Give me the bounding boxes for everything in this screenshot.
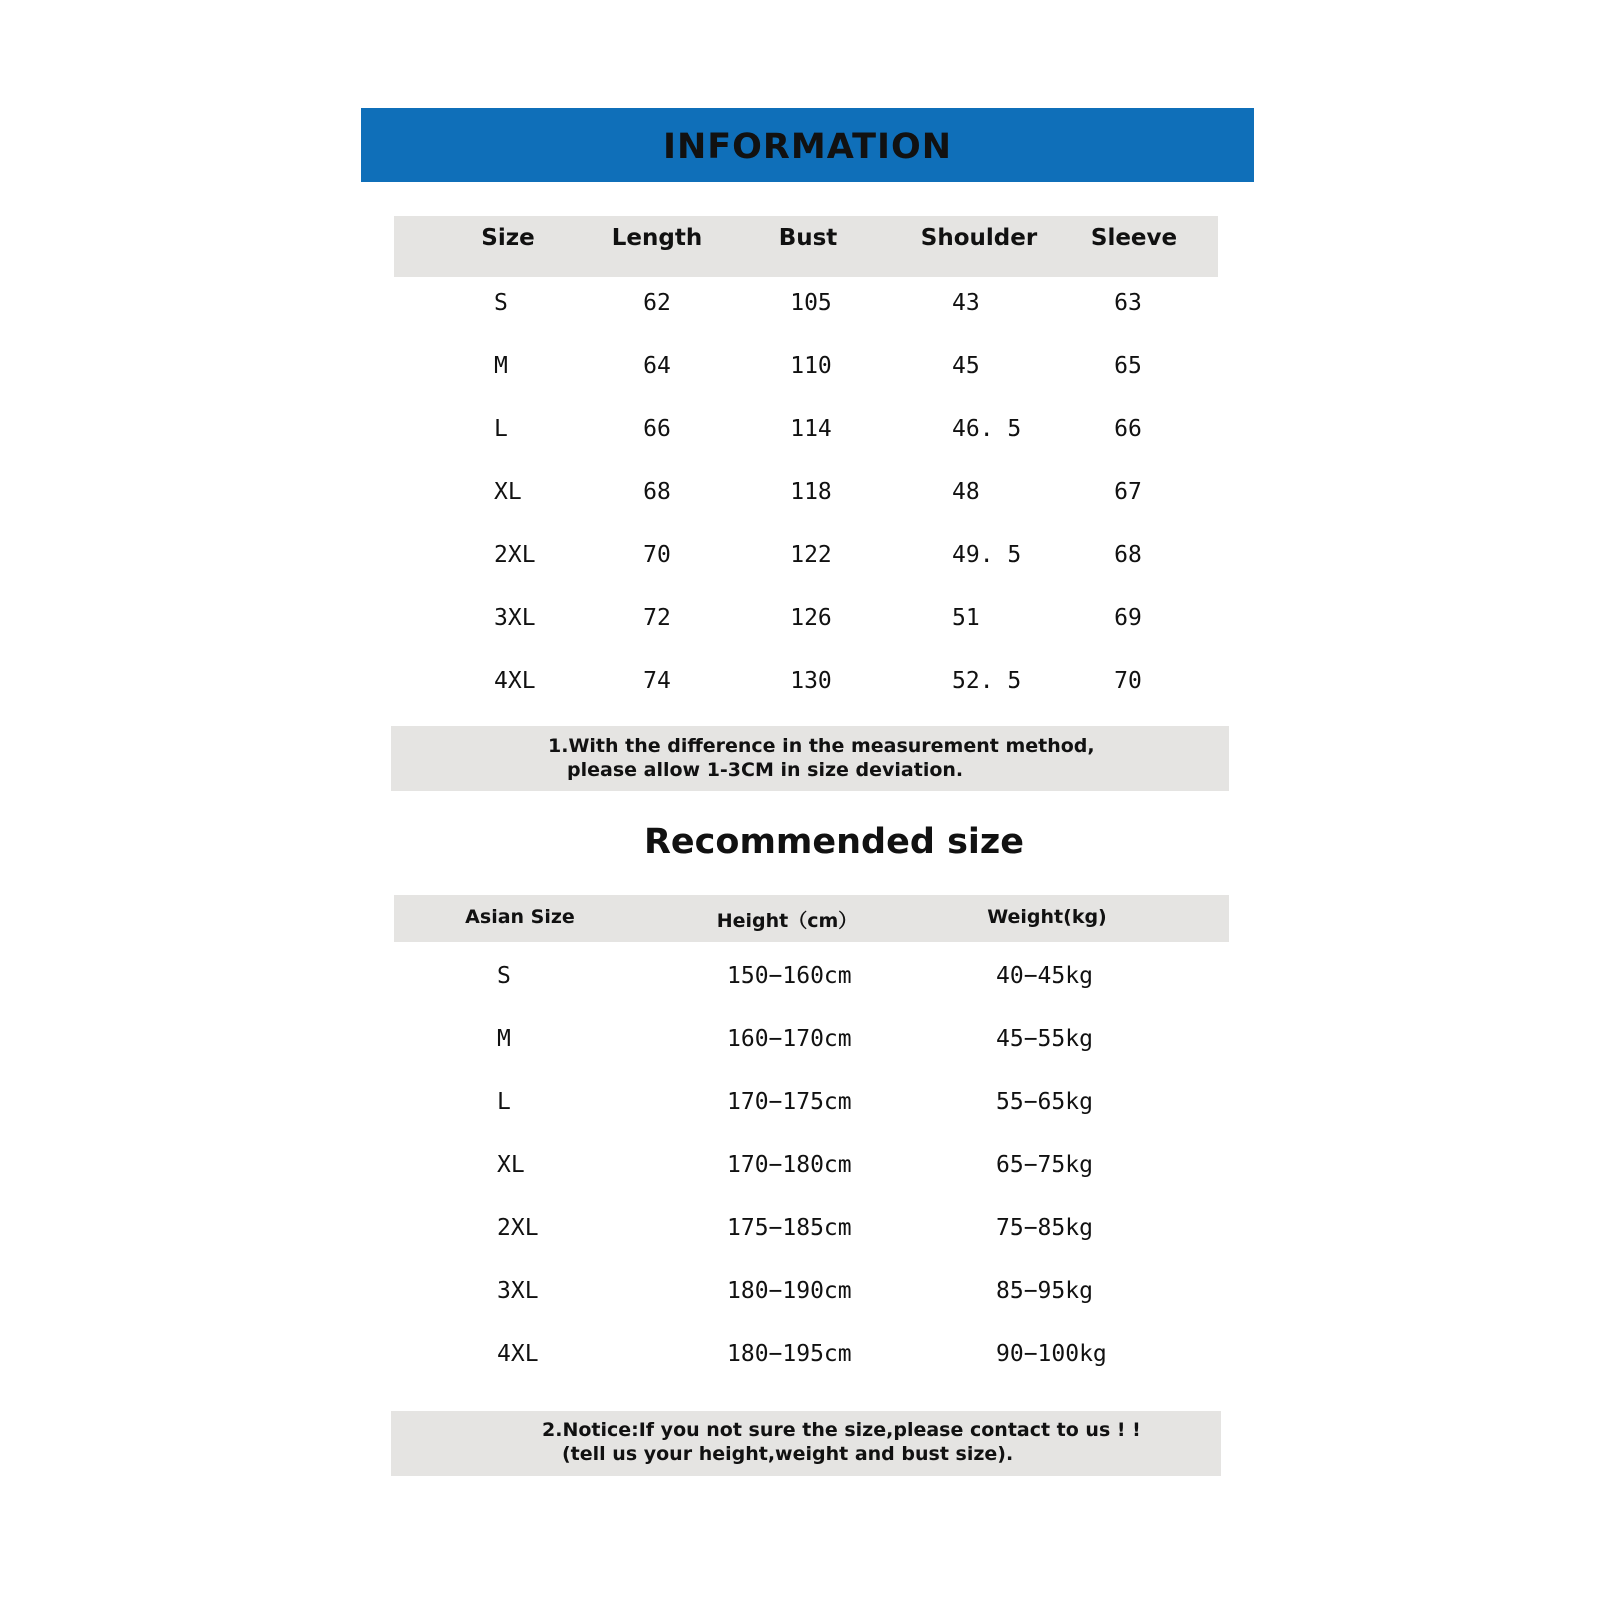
size-table-cell: M: [494, 353, 508, 379]
size-table-cell: 63: [1114, 290, 1142, 316]
size-table-cell: 68: [1114, 542, 1142, 568]
size-table-cell: 62: [643, 290, 671, 316]
recommended-cell: 2XL: [497, 1215, 539, 1241]
size-table-cell: 114: [790, 416, 832, 442]
size-table-cell: L: [494, 416, 508, 442]
recommended-cell: 90−100kg: [996, 1341, 1107, 1367]
size-table-cell: 130: [790, 668, 832, 694]
size-table-cell: 46. 5: [952, 416, 1022, 442]
size-table-cell: 122: [790, 542, 832, 568]
size-table-cell: 66: [1114, 416, 1142, 442]
size-table-cell: 66: [643, 416, 671, 442]
size-table-cell: 4XL: [494, 668, 536, 694]
recommended-cell: 85−95kg: [996, 1278, 1093, 1304]
size-table-cell: 68: [643, 479, 671, 505]
recommended-cell: 160−170cm: [727, 1026, 852, 1052]
recommended-cell: 170−180cm: [727, 1152, 852, 1178]
recommended-cell: 75−85kg: [996, 1215, 1093, 1241]
recommended-cell: M: [497, 1026, 511, 1052]
size-table-header-cell: Size: [481, 225, 535, 251]
recommended-cell: S: [497, 963, 511, 989]
size-table-cell: 43: [952, 290, 980, 316]
size-table-cell: 3XL: [494, 605, 536, 631]
recommended-cell: 65−75kg: [996, 1152, 1093, 1178]
size-table-cell: 118: [790, 479, 832, 505]
size-table-cell: 69: [1114, 605, 1142, 631]
size-table-cell: 126: [790, 605, 832, 631]
size-table-cell: 51: [952, 605, 980, 631]
recommended-cell: 55−65kg: [996, 1089, 1093, 1115]
size-table-cell: 72: [643, 605, 671, 631]
recommended-title: Recommended size: [643, 822, 1025, 862]
size-table-cell: 70: [643, 542, 671, 568]
size-table-cell: 49. 5: [952, 542, 1022, 568]
recommended-cell: 45−55kg: [996, 1026, 1093, 1052]
size-table-cell: 110: [790, 353, 832, 379]
recommended-cell: 170−175cm: [727, 1089, 852, 1115]
size-table-cell: 48: [952, 479, 980, 505]
recommended-cell: 4XL: [497, 1341, 539, 1367]
note1-line2: please allow 1-3CM in size deviation.: [567, 759, 964, 781]
page-title: INFORMATION: [662, 127, 953, 167]
size-table-cell: 105: [790, 290, 832, 316]
size-table-cell: S: [494, 290, 508, 316]
recommended-cell: 180−190cm: [727, 1278, 852, 1304]
size-table-header-cell: Length: [611, 225, 703, 251]
size-table-cell: 65: [1114, 353, 1142, 379]
recommended-header-cell: Height（cm）: [716, 910, 858, 932]
recommended-cell: 175−185cm: [727, 1215, 852, 1241]
note2-line1: 2.Notice:If you not sure the size,please contact to us ! !: [542, 1419, 1141, 1441]
size-table-cell: 2XL: [494, 542, 536, 568]
recommended-cell: 180−195cm: [727, 1341, 852, 1367]
size-table-cell: 70: [1114, 668, 1142, 694]
size-table-cell: 45: [952, 353, 980, 379]
note2-line2: (tell us your height,weight and bust size).: [562, 1443, 1014, 1465]
size-table-cell: 67: [1114, 479, 1142, 505]
size-table-header-cell: Sleeve: [1090, 225, 1178, 251]
size-table-header-cell: Bust: [778, 225, 838, 251]
recommended-header-cell: Weight(kg): [987, 906, 1107, 928]
header-banner: [361, 108, 1254, 182]
recommended-cell: 150−160cm: [727, 963, 852, 989]
recommended-cell: 40−45kg: [996, 963, 1093, 989]
recommended-cell: L: [497, 1089, 511, 1115]
recommended-cell: XL: [497, 1152, 525, 1178]
size-table-cell: 74: [643, 668, 671, 694]
size-table-cell: XL: [494, 479, 522, 505]
size-table-cell: 64: [643, 353, 671, 379]
size-table-cell: 52. 5: [952, 668, 1022, 694]
recommended-cell: 3XL: [497, 1278, 539, 1304]
note1-line1: 1.With the difference in the measurement method,: [548, 735, 1095, 757]
recommended-header-cell: Asian Size: [465, 906, 575, 928]
size-table-header-cell: Shoulder: [920, 225, 1038, 251]
